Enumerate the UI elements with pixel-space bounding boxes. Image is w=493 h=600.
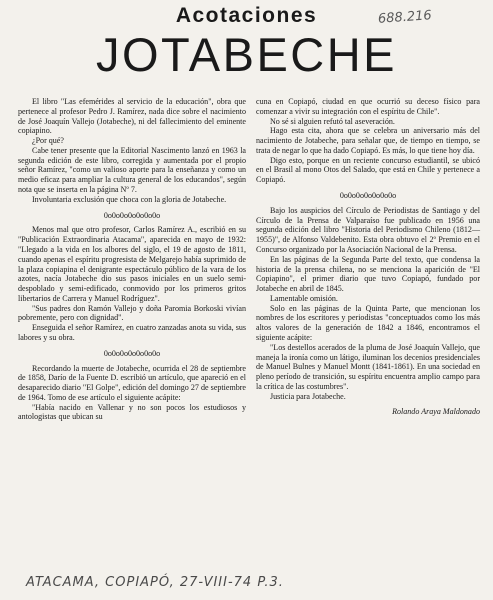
headline: JOTABECHE (95, 28, 398, 81)
paragraph: El libro "Las efemérides al servicio de la educación", obra que pertenece al profesor Pedro J. Ramírez, nada dice sobre el nacimiento de José Joaquín Vallejo (Jotabeche), ni del fallecimiento del eminente copiapino. (18, 97, 246, 136)
paragraph: Lamentable omisión. (270, 293, 338, 303)
paragraph: "Sus padres don Ramón Vallejo y doña Paromia Borkoski vivían pobremente, pero con dignidad". (18, 303, 246, 323)
paragraph: Digo esto, porque en un reciente concurso estudiantil, se ubicó en el Brasil al mono Otos del Salado, que está en Chile y pertenece a Copiapó. (256, 155, 480, 185)
right-column (256, 97, 480, 417)
section-kicker: Acotaciones (175, 4, 318, 27)
paragraph: Recordando la muerte de Jotabeche, ocurrida el 28 de septiembre de 1858, Darío de la Fuente D. escribió un artículo, que apareció en el desaparecido diario "El Golpe", edición del domingo 27 de septiembre de 1964. Tomo de ese artículo el siguiente acápite: (18, 363, 246, 402)
paragraph: En las páginas de la Segunda Parte del texto, que condensa la historia de la prensa chilena, no se menciona la aparición de "El Copiapino", el primer diario que tuvo Copiapó, fundado por Jotabeche en abril de 1845. (256, 254, 480, 294)
paragraph: No sé si alguien refutó tal aseveración. (270, 116, 395, 126)
paragraph: "Los destellos acerados de la pluma de José Joaquín Vallejo, que maneja la ironía como un látigo, iluminan los decenios presidenciales de Manuel Bulnes y Manuel Montt (1841-1861). En una sociedad en pleno período de transición, su espíritu encuentra amplio campo para la crítica de las costumbres". (256, 342, 480, 391)
paragraph: ¿Por qué? (32, 136, 64, 146)
paragraph: Cabe tener presente que la Editorial Nascimento lanzó en 1963 la segunda edición de este libro, corregida y aumentada por el propio señor Ramírez, "como un valioso aporte para la enseñanza y como un medio eficaz para ampliar la cultura general de los educandos", según nota que se inserta en la página Nº 7. (18, 145, 246, 195)
paragraph: Hago esta cita, ahora que se celebra un aniversario más del nacimiento de Jotabeche, para señalar que, de tiempo en tiempo, se trata de negar lo que ha dado Copiapó. Es más, lo que tiene hoy día. (256, 126, 480, 155)
handwritten-source-note: ATACAMA, COPIAPÓ, 27-VIII-74 P.3. (26, 575, 284, 590)
paragraph: cuna en Copiapó, ciudad en que ocurrió su deceso físico para comenzar a vivir su integración con el espíritu de Chile". (256, 97, 480, 116)
paragraph: Justicia para Jotabeche. (270, 391, 346, 401)
paragraph: Enseguida el señor Ramírez, en cuatro zanzadas anota su vida, sus labores y su obra. (18, 323, 246, 342)
section-separator: 0o0o0o0o0o0o0o (103, 210, 161, 220)
left-column (18, 97, 246, 422)
paragraph: Solo en las páginas de la Quinta Parte, que mencionan los nombres de los escritores y periodistas "conceptuados como los más altos valores de la generación de 1842 a 1846, encontramos el siguiente acápite: (256, 303, 480, 342)
catalog-annotation: 688.216 (377, 8, 433, 27)
author-byline: Rolando Araya Maldonado (392, 407, 480, 417)
paragraph: Bajo los auspicios del Círculo de Periodistas de Santiago y del Círculo de la Prensa de Valparaíso fue publicado en 1956 una segunda edición del libro "Historia del Periodismo Chileno (1812—1955)", de Alfonso Valdebenito. Esta obra obtuvo el 2º Premio en el Concurso organizado por la Asociación Nacional de la Prensa. (256, 205, 480, 254)
paragraph: Menos mal que otro profesor, Carlos Ramírez A., escribió en su "Publicación Extraordinaria Atacama", aparecida en mayo de 1932: "Llegado a la vida en los albores del siglo, el 19 de agosto de 1811, cuando apenas el espíritu progresista de Melgarejo había suprimido de la plaza copiapina el denigrante espectáculo público de la vara de los azotes, nacía Jotabeche dio sus pasos iniciales en un suelo semi-despoblado y semi-edificado, conmovido por los primeros gritos libertarios de Carrera y Manuel Rodríguez". (18, 225, 246, 303)
paragraph: "Había nacido en Vallenar y no son pocos los estudiosos y antologistas que ubican su (18, 402, 246, 422)
section-separator: 0o0o0o0o0o0o0o (103, 348, 161, 358)
section-separator: 0o0o0o0o0o0o0o (339, 191, 397, 201)
paragraph: Involuntaria exclusión que choca con la gloria de Jotabeche. (32, 194, 227, 204)
